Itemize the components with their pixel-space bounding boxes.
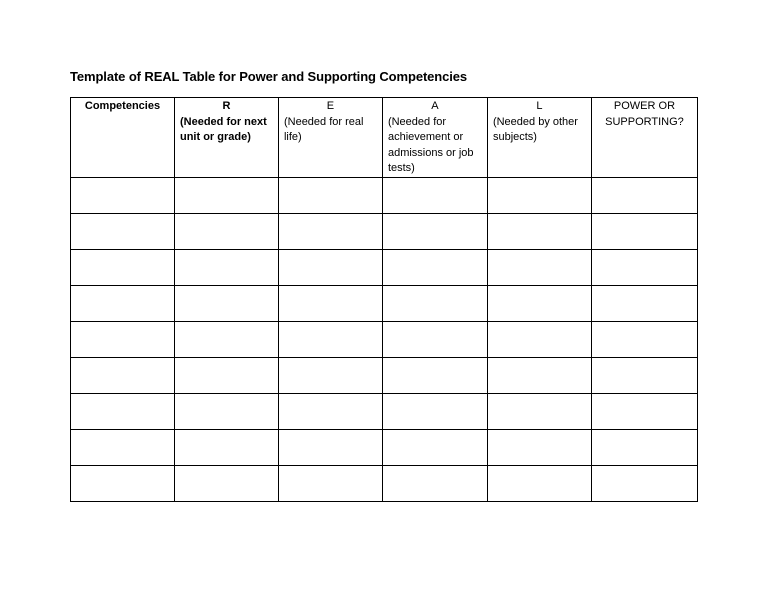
table-row (71, 429, 698, 465)
table-cell-l[interactable] (487, 357, 591, 393)
real-table (70, 97, 698, 502)
table-cell-e[interactable] (278, 285, 382, 321)
header-r (174, 98, 278, 178)
table-cell-a[interactable] (382, 249, 487, 285)
table-cell-a[interactable] (382, 177, 487, 213)
table-row (71, 357, 698, 393)
table-cell-power[interactable] (591, 429, 697, 465)
table-cell-r[interactable] (174, 321, 278, 357)
header-l (487, 98, 591, 178)
table-row (71, 249, 698, 285)
table-cell-competency[interactable] (71, 357, 175, 393)
header-competencies-label: Competencies (84, 100, 161, 112)
table-cell-e[interactable] (278, 393, 382, 429)
header-a (382, 98, 487, 178)
table-cell-e[interactable] (278, 249, 382, 285)
table-cell-l[interactable] (487, 465, 591, 501)
header-power-or-supporting (591, 98, 697, 178)
table-cell-power[interactable] (591, 285, 697, 321)
table-cell-l[interactable] (487, 285, 591, 321)
header-power-label: POWER OR SUPPORTING? (605, 100, 684, 128)
table-cell-power[interactable] (591, 249, 697, 285)
table-row (71, 285, 698, 321)
table-row (71, 213, 698, 249)
table-cell-power[interactable] (591, 213, 697, 249)
table-cell-a[interactable] (382, 357, 487, 393)
table-cell-competency[interactable] (71, 321, 175, 357)
table-cell-a[interactable] (382, 285, 487, 321)
table-cell-e[interactable] (278, 429, 382, 465)
table-cell-l[interactable] (487, 429, 591, 465)
table-cell-competency[interactable] (71, 465, 175, 501)
table-body (71, 177, 698, 501)
table-cell-competency[interactable] (71, 429, 175, 465)
table-cell-l[interactable] (487, 393, 591, 429)
header-l-letter: L (536, 100, 543, 112)
table-cell-a[interactable] (382, 213, 487, 249)
header-r-description: (Needed for next unit or grade) (179, 115, 267, 143)
header-l-description: (Needed by other subjects) (492, 115, 578, 143)
header-r-letter: R (222, 100, 231, 112)
document-title: Template of REAL Table for Power and Supporting Competencies (70, 69, 468, 84)
table-row (71, 393, 698, 429)
header-e-letter: E (326, 100, 335, 112)
table-cell-power[interactable] (591, 393, 697, 429)
table-cell-a[interactable] (382, 429, 487, 465)
table-cell-competency[interactable] (71, 393, 175, 429)
table-cell-l[interactable] (487, 213, 591, 249)
table-cell-e[interactable] (278, 465, 382, 501)
table-cell-r[interactable] (174, 465, 278, 501)
table-cell-e[interactable] (278, 213, 382, 249)
table-cell-r[interactable] (174, 177, 278, 213)
header-e-description: (Needed for real life) (283, 115, 364, 143)
table-cell-power[interactable] (591, 465, 697, 501)
table-cell-r[interactable] (174, 249, 278, 285)
table-cell-r[interactable] (174, 429, 278, 465)
table-cell-a[interactable] (382, 393, 487, 429)
header-e (278, 98, 382, 178)
header-a-letter: A (431, 100, 439, 112)
table-cell-e[interactable] (278, 357, 382, 393)
table-cell-power[interactable] (591, 357, 697, 393)
table-cell-power[interactable] (591, 321, 697, 357)
table-cell-r[interactable] (174, 213, 278, 249)
table-cell-a[interactable] (382, 465, 487, 501)
table-cell-l[interactable] (487, 321, 591, 357)
table-cell-competency[interactable] (71, 249, 175, 285)
table-cell-competency[interactable] (71, 285, 175, 321)
table-cell-l[interactable] (487, 249, 591, 285)
table-header-row (71, 98, 698, 178)
table-cell-e[interactable] (278, 177, 382, 213)
table-cell-competency[interactable] (71, 213, 175, 249)
table-cell-r[interactable] (174, 393, 278, 429)
table-row (71, 321, 698, 357)
table-row (71, 177, 698, 213)
table-cell-e[interactable] (278, 321, 382, 357)
table-cell-r[interactable] (174, 357, 278, 393)
table-cell-power[interactable] (591, 177, 697, 213)
table-cell-l[interactable] (487, 177, 591, 213)
table-cell-r[interactable] (174, 285, 278, 321)
header-a-description: (Needed for achievement or admissions or job tests) (387, 115, 474, 174)
table-cell-competency[interactable] (71, 177, 175, 213)
table-row (71, 465, 698, 501)
table-cell-a[interactable] (382, 321, 487, 357)
header-competencies (71, 98, 175, 178)
